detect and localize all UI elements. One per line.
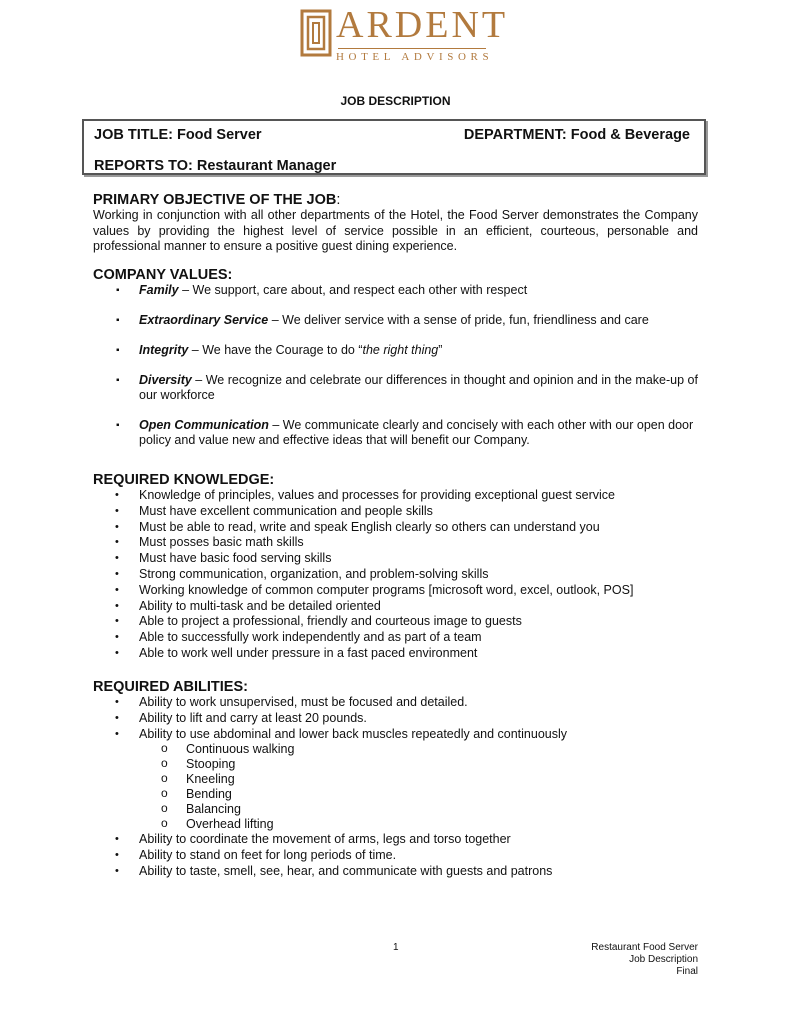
value-text: – We communicate clearly and concisely with each other with our open door policy and value new and effective ideas that will benefit our Company. <box>139 418 694 447</box>
list-item <box>93 504 698 520</box>
circle-bullet-icon: o <box>161 771 168 786</box>
value-item <box>93 313 698 328</box>
list-item-text: Able to successfully work independently and as part of a team <box>139 630 482 645</box>
value-term: Extraordinary Service <box>139 313 269 327</box>
list-item-text: Able to project a professional, friendly and courteous image to guests <box>139 614 522 629</box>
bullet-icon: • <box>115 504 119 517</box>
values-list <box>93 283 698 448</box>
list-item <box>93 583 698 599</box>
department: DEPARTMENT: Food & Beverage <box>463 127 690 143</box>
knowledge-heading: REQUIRED KNOWLEDGE: <box>93 472 275 488</box>
value-term: Open Communication <box>139 418 269 432</box>
list-item-text: Working knowledge of common computer programs [microsoft word, excel, outlook, POS] <box>139 582 634 597</box>
objective-heading: PRIMARY OBJECTIVE OF THE JOB: <box>93 192 341 208</box>
list-item <box>93 551 698 567</box>
sublist-item-text: Continuous walking <box>186 742 295 757</box>
objective-text: Working in conjunction with all other departments of the Hotel, the Food Server demonstrates the Company values by providing the highest level of service possible in an efficient, courteous, personable and professional manner to ensure a positive guest dining experience. <box>93 208 698 253</box>
sublist-item <box>93 757 698 772</box>
square-bullet-icon: ▪ <box>116 420 120 431</box>
list-item-text: Must posses basic math skills <box>139 535 304 550</box>
value-item <box>93 343 698 358</box>
abilities-section <box>93 679 698 880</box>
bullet-icon: • <box>115 615 119 628</box>
list-item <box>93 567 698 583</box>
value-term: Family <box>139 283 179 297</box>
abilities-sublist <box>93 742 698 832</box>
value-term: Diversity <box>139 373 192 387</box>
sublist-item <box>93 787 698 802</box>
square-bullet-icon: ▪ <box>116 315 120 326</box>
knowledge-list <box>93 488 698 662</box>
list-item <box>93 711 698 727</box>
abilities-list-continued <box>93 832 698 879</box>
list-item <box>93 848 698 864</box>
list-item-text: Able to work well under pressure in a fast paced environment <box>139 645 478 660</box>
bullet-icon: • <box>115 567 119 580</box>
circle-bullet-icon: o <box>161 801 168 816</box>
list-item <box>93 727 698 743</box>
bullet-icon: • <box>115 599 119 612</box>
value-text: – We deliver service with a sense of pride, fun, friendliness and care <box>268 313 649 327</box>
bullet-icon: • <box>115 711 119 724</box>
list-item <box>93 535 698 551</box>
bullet-icon: • <box>115 646 119 659</box>
list-item-text: Must have excellent communication and people skills <box>139 503 433 518</box>
logo-emblem-icon <box>300 8 334 58</box>
reports-to: REPORTS TO: Restaurant Manager <box>94 158 337 174</box>
values-heading: COMPANY VALUES: <box>93 267 233 283</box>
logo-divider <box>338 48 486 49</box>
list-item-text: Ability to lift and carry at least 20 pounds. <box>139 710 367 725</box>
logo-wordmark: ARDENT <box>336 4 509 46</box>
value-term: Integrity <box>139 343 189 357</box>
bullet-icon: • <box>115 631 119 644</box>
page-number: 1 <box>393 942 399 953</box>
abilities-heading: REQUIRED ABILITIES: <box>93 679 248 695</box>
list-item-text: Ability to use abdominal and lower back muscles repeatedly and continuously <box>139 726 568 741</box>
circle-bullet-icon: o <box>161 756 168 771</box>
sublist-item-text: Balancing <box>186 802 241 817</box>
circle-bullet-icon: o <box>161 816 168 831</box>
objective-section <box>93 192 698 255</box>
square-bullet-icon: ▪ <box>116 285 120 296</box>
bullet-icon: • <box>115 536 119 549</box>
list-item-text: Ability to multi-task and be detailed oriented <box>139 598 381 613</box>
list-item-text: Ability to taste, smell, see, hear, and communicate with guests and patrons <box>139 863 553 878</box>
sublist-item <box>93 802 698 817</box>
circle-bullet-icon: o <box>161 741 168 756</box>
company-logo <box>300 4 509 68</box>
value-text: – We support, care about, and respect each other with respect <box>178 283 528 297</box>
list-item <box>93 864 698 880</box>
job-info-box <box>82 119 706 175</box>
value-item <box>93 418 698 448</box>
list-item <box>93 520 698 536</box>
list-item <box>93 488 698 504</box>
list-item-text: Ability to coordinate the movement of arms, legs and torso together <box>139 832 511 847</box>
values-section <box>93 267 698 448</box>
footer-line: Job Description <box>629 954 698 965</box>
value-item <box>93 373 698 403</box>
value-text: – We recognize and celebrate our differences in thought and opinion and in the make-up of our workforce <box>139 373 698 402</box>
bullet-icon: • <box>115 489 119 501</box>
footer-line: Restaurant Food Server <box>591 942 698 953</box>
bullet-icon: • <box>115 583 119 596</box>
sublist-item <box>93 742 698 757</box>
bullet-icon: • <box>115 552 119 565</box>
value-item <box>93 283 698 298</box>
list-item-text: Ability to work unsupervised, must be focused and detailed. <box>139 695 468 709</box>
bullet-icon: • <box>115 833 119 846</box>
list-item <box>93 832 698 848</box>
list-item <box>93 695 698 711</box>
value-text: – We have the Courage to do “ <box>188 343 363 357</box>
bullet-icon: • <box>115 520 119 533</box>
sublist-item-text: Bending <box>186 787 232 802</box>
footer-doc-info <box>591 942 698 978</box>
knowledge-section <box>93 472 698 662</box>
list-item <box>93 630 698 646</box>
list-item-text: Strong communication, organization, and problem-solving skills <box>139 566 489 581</box>
sublist-item-text: Overhead lifting <box>186 817 274 832</box>
value-text-end: ” <box>438 343 443 357</box>
list-item-text: Must have basic food serving skills <box>139 551 332 566</box>
sublist-item <box>93 772 698 787</box>
list-item-text: Ability to stand on feet for long periods of time. <box>139 848 397 863</box>
square-bullet-icon: ▪ <box>116 375 120 386</box>
document-title: JOB DESCRIPTION <box>340 94 451 108</box>
bullet-icon: • <box>115 864 119 877</box>
sublist-item <box>93 817 698 832</box>
list-item <box>93 646 698 662</box>
logo-tagline: HOTEL ADVISORS <box>336 51 494 63</box>
list-item-text: Knowledge of principles, values and processes for providing exceptional guest service <box>139 488 615 502</box>
bullet-icon: • <box>115 849 119 862</box>
footer-line: Final <box>676 966 698 977</box>
list-item-text: Must be able to read, write and speak English clearly so others can understand you <box>139 519 600 534</box>
sublist-item-text: Stooping <box>186 757 236 772</box>
bullet-icon: • <box>115 696 119 708</box>
circle-bullet-icon: o <box>161 786 168 801</box>
square-bullet-icon: ▪ <box>116 345 120 356</box>
list-item <box>93 599 698 615</box>
bullet-icon: • <box>115 727 119 740</box>
list-item <box>93 614 698 630</box>
sublist-item-text: Kneeling <box>186 772 235 787</box>
job-title: JOB TITLE: Food Server <box>94 127 262 143</box>
abilities-list <box>93 695 698 742</box>
value-emphasis: the right thing <box>362 343 439 357</box>
